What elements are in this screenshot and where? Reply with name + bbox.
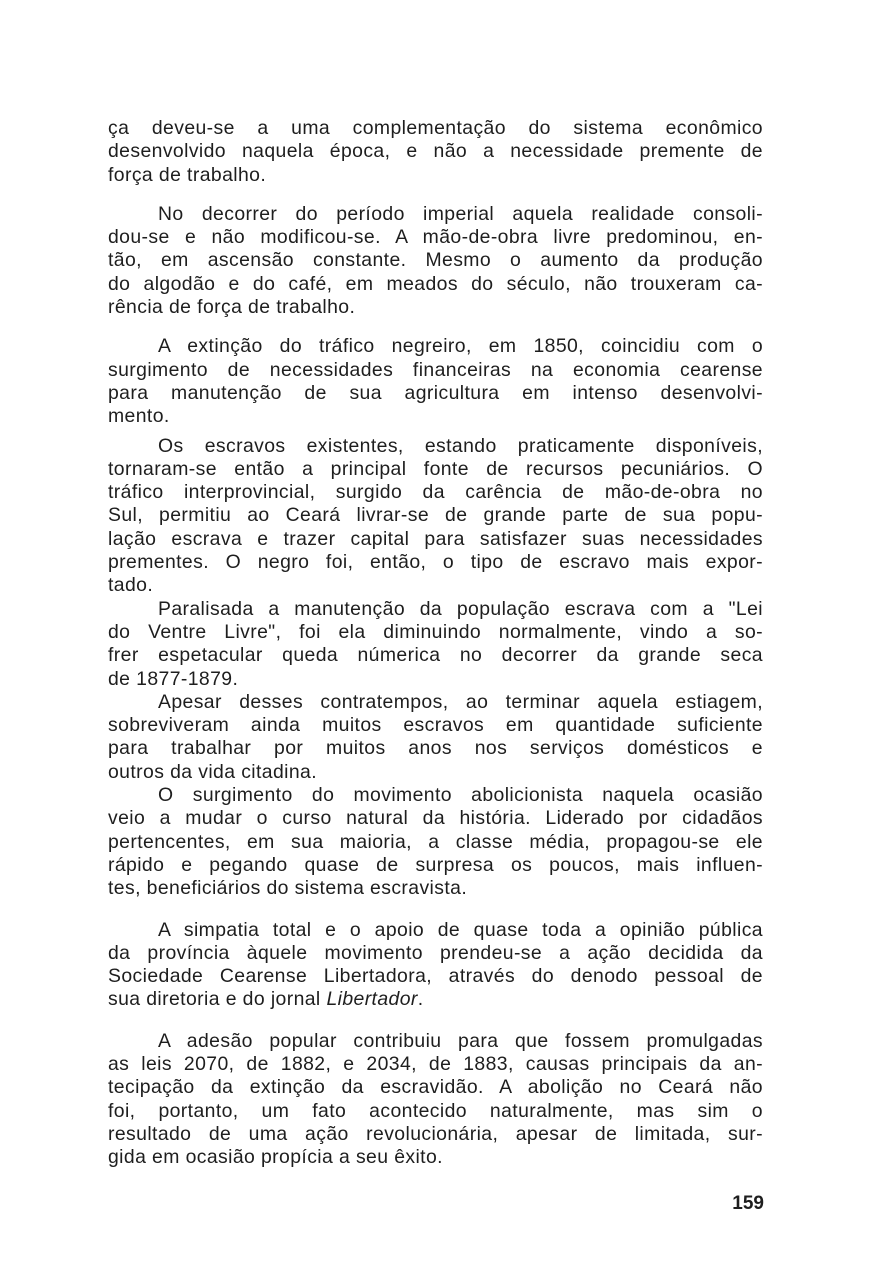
text-line: tornaram-se então a principal fonte de recursos pecuniários. O [108, 457, 763, 480]
paragraph [108, 784, 763, 900]
text-line: Paralisada a manutenção da população escrava com a "Lei [158, 597, 763, 620]
text-line: tes, beneficiários do sistema escravista. [108, 877, 468, 900]
paragraph [108, 1030, 763, 1170]
text-line: ça deveu-se a uma complementação do sistema econômico [108, 117, 763, 139]
text-line: sobreviveram ainda muitos escravos em quantidade suficiente [108, 714, 763, 737]
text-line: lação escrava e trazer capital para satisfazer suas necessidades [108, 527, 763, 550]
text-line: dou-se e não modificou-se. A mão-de-obra livre predominou, en- [108, 226, 763, 249]
paragraph [108, 919, 763, 1012]
paragraph [108, 691, 763, 784]
text-line: outros da vida citadina. [108, 760, 318, 783]
text-line: para trabalhar por muitos anos nos serviços domésticos e [108, 737, 763, 760]
text-line: frer espetacular queda númerica no decorrer da grande seca [108, 644, 763, 667]
text-line: Os escravos existentes, estando praticamente disponíveis, [158, 434, 763, 457]
text-line: tão, em ascensão constante. Mesmo o aumento da produção [108, 249, 763, 272]
text-line: A extinção do tráfico negreiro, em 1850, coincidiu com o [158, 335, 763, 358]
text-line: tecipação da extinção da escravidão. A abolição no Ceará não [108, 1076, 763, 1099]
text-segment: . [417, 988, 424, 1011]
text-line: surgimento de necessidades financeiras na economia cearense [108, 358, 763, 381]
text-line: A adesão popular contribuiu para que fossem promulgadas [158, 1029, 763, 1052]
text-line: Sul, permitiu ao Ceará livrar-se de grande parte de sua popu- [108, 504, 763, 527]
page-number: 159 [732, 1193, 764, 1214]
text-line: tráfico interprovincial, surgido da carência de mão-de-obra no [108, 481, 763, 504]
paragraph [108, 435, 763, 598]
text-line: desenvolvido naquela época, e não a necessidade premente de [108, 140, 763, 163]
text-line: prementes. O negro foi, então, o tipo de escravo mais expor- [108, 551, 763, 574]
text-line: veio a mudar o curso natural da história. Liderado por cidadãos [108, 807, 763, 830]
text-line: do algodão e do café, em meados do século, não trouxeram ca- [108, 272, 763, 295]
newspaper-title: Libertador [326, 988, 418, 1011]
text-line: O surgimento do movimento abolicionista naquela ocasião [158, 784, 763, 807]
paragraph [108, 598, 763, 691]
text-line: resultado de uma ação revolucionária, apesar de limitada, sur- [108, 1122, 763, 1145]
text-line: de 1877-1879. [108, 667, 239, 690]
paragraph [108, 117, 763, 187]
text-line: rápido e pegando quase de surpresa os poucos, mais influen- [108, 853, 763, 876]
text-segment: sua diretoria e do jornal [108, 988, 327, 1011]
text-line: foi, portanto, um fato acontecido naturalmente, mas sim o [108, 1099, 763, 1122]
text-line: Apesar desses contratempos, ao terminar aquela estiagem, [158, 690, 763, 713]
text-line: do Ventre Livre", foi ela diminuindo normalmente, vindo a so- [108, 620, 763, 643]
text-line: rência de força de trabalho. [108, 296, 356, 319]
text-line: da província àquele movimento prendeu-se a ação decidida da [108, 941, 763, 964]
text-line: tado. [108, 574, 154, 597]
text-line: A simpatia total e o apoio de quase toda a opinião pública [158, 918, 763, 941]
text-line: pertencentes, em sua maioria, a classe média, propagou-se ele [108, 830, 763, 853]
text-line: mento. [108, 405, 170, 428]
text-line: para manutenção de sua agricultura em intenso desenvolvi- [108, 381, 763, 404]
text-line: as leis 2070, de 1882, e 2034, de 1883, causas principais da an- [108, 1052, 763, 1075]
text-line: força de trabalho. [108, 163, 267, 186]
text-line [108, 988, 763, 1011]
page-body [108, 117, 763, 1169]
paragraph [108, 203, 763, 319]
text-line: gida em ocasião propícia a seu êxito. [108, 1146, 443, 1169]
text-line: No decorrer do período imperial aquela realidade consoli- [158, 202, 763, 225]
paragraph [108, 335, 763, 428]
text-line: Sociedade Cearense Libertadora, através do denodo pessoal de [108, 965, 763, 988]
